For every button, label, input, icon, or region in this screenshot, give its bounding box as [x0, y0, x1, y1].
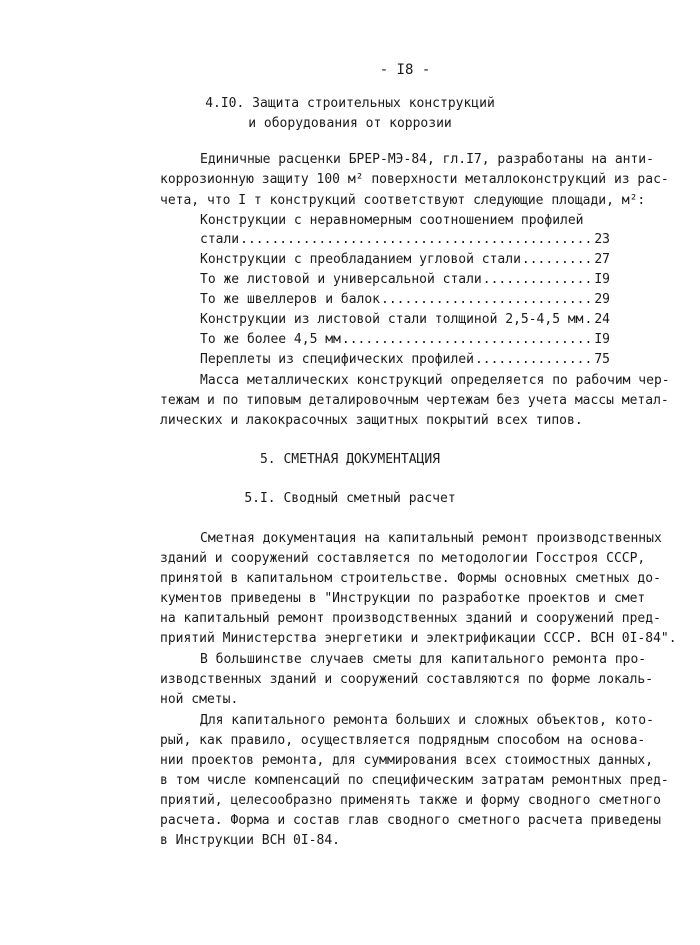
list-item — [200, 252, 610, 267]
para-line: чета, что I т конструкций соответствуют следующие площади, м²: — [160, 193, 646, 208]
list-item-value: 23 — [594, 232, 610, 247]
leader-dots — [381, 292, 593, 307]
para-line: коррозионную защиту 100 м² поверхности металлоконструкций из рас- — [160, 172, 669, 187]
list-item — [200, 272, 610, 287]
para1-line: кументов приведены в "Инструкции по разработке проектов и смет — [160, 591, 646, 606]
para1-line: принятой в капитальном строительстве. Формы основных сметных до- — [160, 571, 661, 586]
leader-dots — [585, 312, 594, 327]
list-item — [200, 232, 610, 247]
mass-line: тежам и по типовым деталировочным чертежам без учета массы метал- — [160, 393, 669, 408]
list-item — [200, 292, 610, 307]
para2-line: В большинстве случаев сметы для капитального ремонта про- — [200, 652, 647, 667]
list-item — [200, 352, 610, 367]
para3-line: нии проектов ремонта, для суммирования всех стоимостных данных, — [160, 753, 654, 768]
para3-line: рый, как правило, осуществляется подрядным способом на основа- — [160, 733, 646, 748]
para3-line: в том числе компенсаций по специфическим затратам ремонтных пред- — [160, 773, 669, 788]
list-item-value: 24 — [594, 312, 610, 327]
para1-line: Сметная документация на капитальный ремонт производственных — [200, 531, 662, 546]
section-5-1-title: 5.I. Сводный сметный расчет — [244, 491, 456, 506]
section-4-10-title-line2: и оборудования от коррозии — [248, 116, 452, 131]
mass-line: лических и лакокрасочных защитных покрытий всех типов. — [160, 413, 583, 428]
para3-line: Для капитального ремонта больших и сложных объектов, кото- — [200, 713, 654, 728]
list-item-label: Конструкции из листовой стали толщиной 2,5-4,5 мм — [200, 312, 584, 327]
para3-line: расчета. Форма и состав глав сводного сметного расчета приведены — [160, 813, 661, 828]
list-item-label: Конструкции с неравномерным соотношением профилей — [200, 213, 584, 228]
para3-line: в Инструкции ВСН 0I-84. — [160, 833, 341, 848]
list-item-value: I9 — [594, 272, 610, 287]
mass-line: Масса металлических конструкций определяется по рабочим чер- — [200, 373, 670, 388]
leader-dots — [483, 272, 594, 287]
para1-line: на капитальный ремонт производственных зданий и сооружений пред- — [160, 611, 661, 626]
para1-line: приятий Министерства энергетики и электрификации СССР. ВСН 0I-84". — [160, 631, 677, 646]
list-item-value: 75 — [594, 352, 610, 367]
list-item-label: Переплеты из специфических профилей — [200, 352, 474, 367]
list-item — [200, 312, 610, 327]
leader-dots — [342, 332, 593, 347]
leader-dots — [475, 352, 593, 367]
para3-line: приятий, целесообразно применять также и форму сводного сметного — [160, 793, 661, 808]
page-number: - I8 - — [379, 62, 431, 78]
list-item-label: То же листовой и универсальной стали — [200, 272, 482, 287]
leader-dots — [240, 232, 593, 247]
list-item-label: Конструкции с преобладанием угловой стали — [200, 252, 521, 267]
leader-dots — [522, 252, 593, 267]
list-item-value: 27 — [594, 252, 610, 267]
list-item-label: То же швеллеров и балок — [200, 292, 381, 307]
list-item-label: То же более 4,5 мм — [200, 332, 341, 347]
section-5-title: 5. СМЕТНАЯ ДОКУМЕНТАЦИЯ — [259, 452, 440, 467]
para-line: Единичные расценки БРЕР-МЭ-84, гл.I7, разработаны на анти- — [200, 152, 654, 167]
section-4-10-title-line1: 4.I0. Защита строительных конструкций — [205, 96, 495, 111]
para2-line: изводственных зданий и сооружений составляются по форме локаль- — [160, 672, 654, 687]
list-item-value: 29 — [594, 292, 610, 307]
list-item-label: стали — [200, 232, 240, 247]
para1-line: зданий и сооружений составляется по методологии Госстроя СССР, — [160, 551, 646, 566]
list-item — [200, 332, 610, 347]
list-item-value: I9 — [594, 332, 610, 347]
para2-line: ной сметы. — [160, 692, 239, 707]
